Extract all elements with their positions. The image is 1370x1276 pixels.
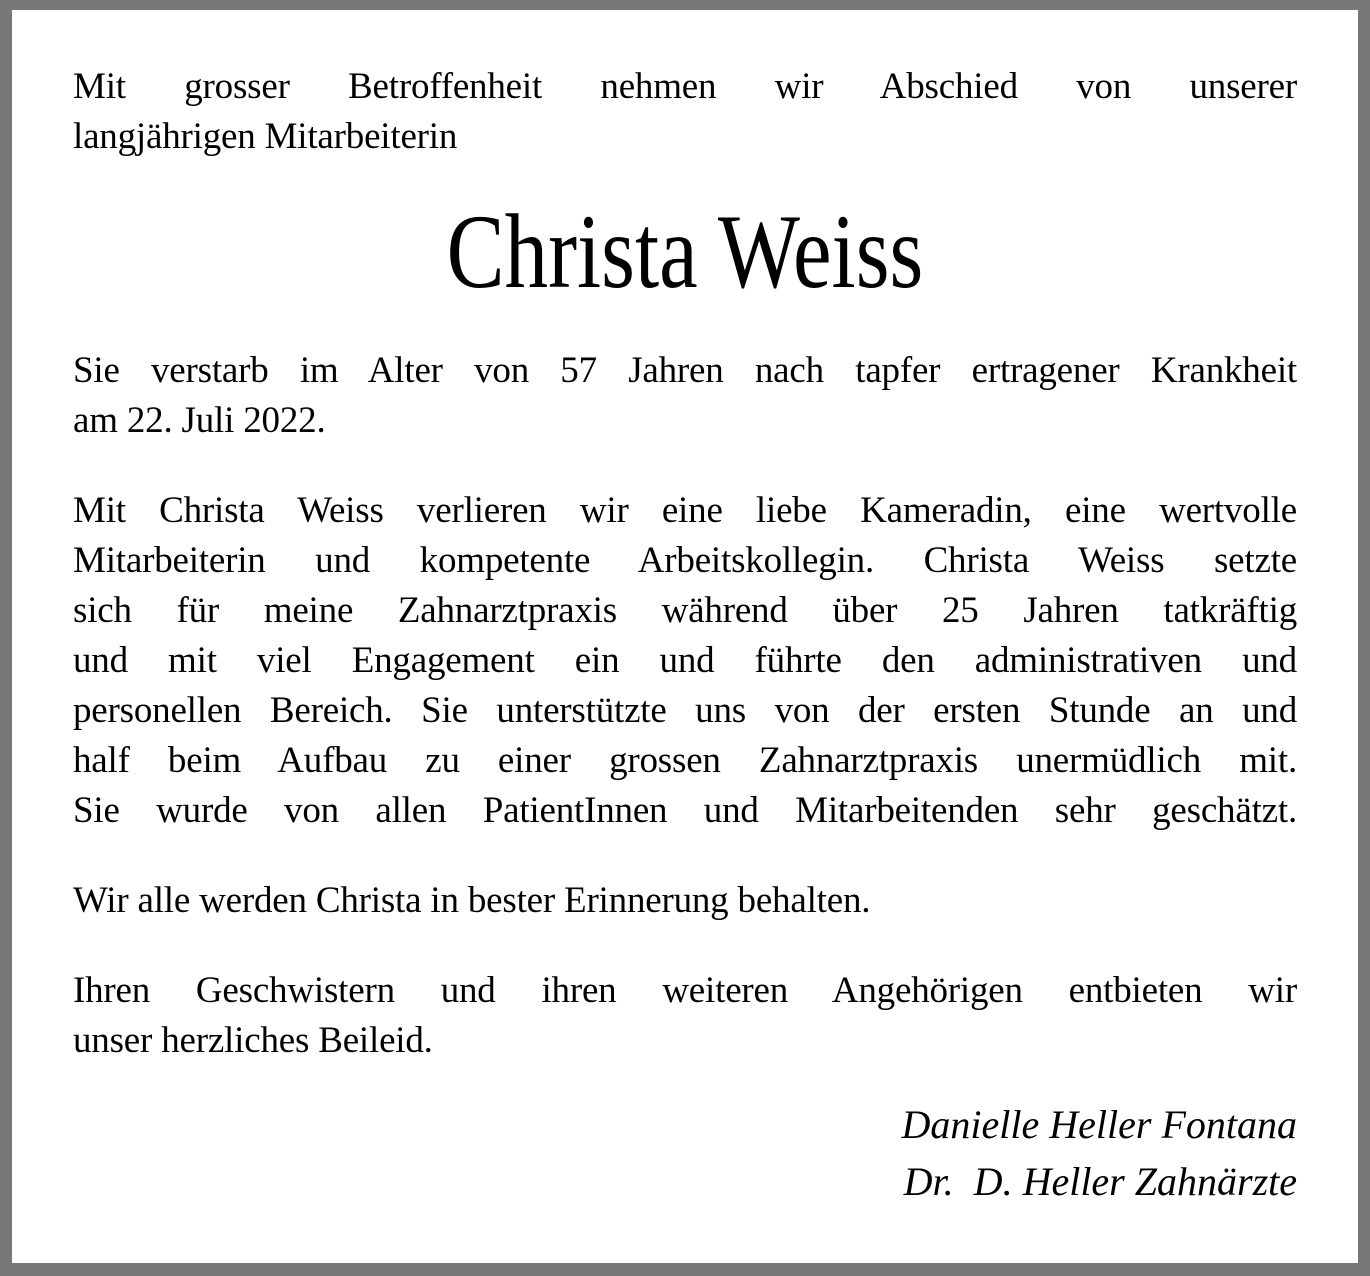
death-line-2: am 22. Juli 2022. (73, 400, 326, 441)
memory-line-1: Wir alle werden Christa in bester Erinnerung behalten. (73, 880, 871, 921)
condolence-line-2: unser herzliches Beileid. (73, 1020, 433, 1061)
condolence-line-1: Ihren Geschwistern und ihren weiteren Angehörigen entbieten wir (73, 970, 1297, 1011)
tribute-line-6: half beim Aufbau zu einer grossen Zahnarztpraxis unermüdlich mit. (73, 740, 1297, 781)
death-line-1: Sie verstarb im Alter von 57 Jahren nach tapfer ertragener Krankheit (73, 350, 1297, 391)
obituary-notice (12, 10, 1358, 1263)
intro-line-1: Mit grosser Betroffenheit nehmen wir Abschied von unserer (73, 66, 1297, 107)
tribute-line-1: Mit Christa Weiss verlieren wir eine liebe Kameradin, eine wertvolle (73, 490, 1297, 531)
intro-line-2: langjährigen Mitarbeiterin (73, 116, 458, 157)
tribute-line-2: Mitarbeiterin und kompetente Arbeitskollegin. Christa Weiss setzte (73, 540, 1297, 581)
signature-practice: Dr. D. Heller Zahnärzte (903, 1159, 1297, 1204)
tribute-paragraph (73, 486, 1297, 836)
tribute-line-3: sich für meine Zahnarztpraxis während über 25 Jahren tatkräftig (73, 590, 1297, 631)
signature-name: Danielle Heller Fontana (901, 1102, 1297, 1147)
tribute-line-4: und mit viel Engagement ein und führte den administrativen und (73, 640, 1297, 681)
deceased-name-title: Christa Weiss (446, 193, 924, 310)
tribute-line-7: Sie wurde von allen PatientInnen und Mitarbeitenden sehr geschätzt. (73, 790, 1297, 831)
intro-paragraph (73, 62, 1297, 162)
death-paragraph (73, 346, 1297, 446)
tribute-line-5: personellen Bereich. Sie unterstützte uns von der ersten Stunde an und (73, 690, 1297, 731)
signature-block (73, 1096, 1297, 1210)
memory-paragraph (73, 876, 1297, 926)
condolence-paragraph (73, 966, 1297, 1066)
